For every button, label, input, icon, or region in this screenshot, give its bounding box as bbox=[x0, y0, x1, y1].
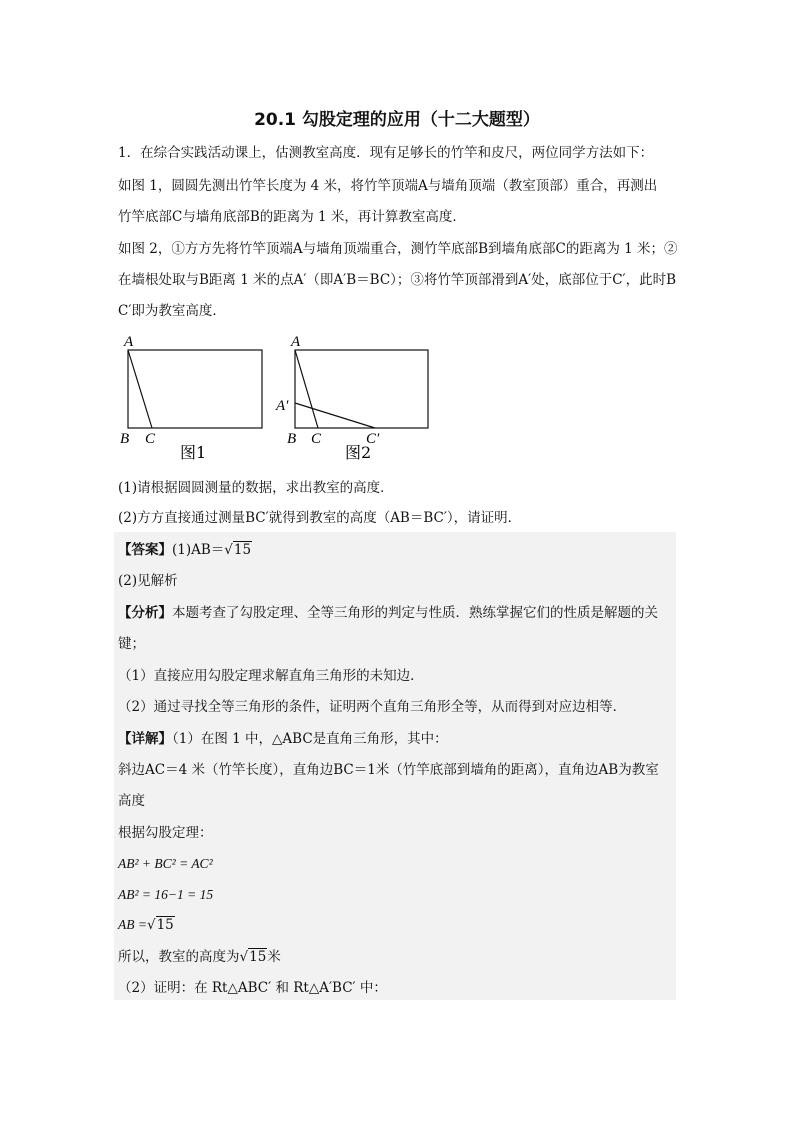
detail-line-1 bbox=[118, 729, 448, 749]
question-2: (2)方方直接通过测量BC′就得到教室的高度（AB＝BC′），请证明． bbox=[118, 510, 522, 526]
detail-5-sqrt: 15 bbox=[249, 949, 267, 965]
equation-2: AB² = 16−1 = 15 bbox=[118, 887, 214, 902]
question-1: (1)请根据圆圆测量的数据，求出教室的高度． bbox=[118, 480, 394, 496]
fig2-caption: 图2 bbox=[345, 443, 372, 462]
problem-line-5: 在墙根处取与B距离 1 米的点A′（即A′B＝BC）；③将竹竿顶部滑到A′处，底部位于C′，此时B bbox=[118, 272, 677, 288]
detail-line-3: 高度 bbox=[118, 793, 145, 809]
fig2-label-c: C bbox=[311, 431, 322, 447]
equation-3-sqrt: 15 bbox=[156, 917, 174, 933]
answer-line-1: 【答案】(1)AB＝√15 bbox=[118, 542, 252, 558]
figure-1 bbox=[120, 334, 262, 462]
analysis-point-1: （1）直接应用勾股定理求解直角三角形的未知边． bbox=[118, 668, 424, 684]
equation-1: AB² + BC² = AC² bbox=[118, 856, 213, 871]
analysis-line-2: 键； bbox=[118, 636, 145, 652]
problem-line-4: 如图 2，①方方先将竹竿顶端A与墙角顶端重合，测竹竿底部B到墙角底部C的距离为 1 米；② bbox=[118, 241, 678, 257]
detail-line-6: （2）证明：在 Rt△ABC′ 和 Rt△A′BC′ 中： bbox=[118, 980, 387, 996]
problem-line-2: 如图 1，圆圆先测出竹竿长度为 4 米，将竹竿顶端A与墙角顶端（教室顶部）重合，再测出 bbox=[118, 178, 658, 194]
analysis-tag: 【分析】 bbox=[118, 605, 172, 621]
fig1-label-c: C bbox=[145, 431, 156, 447]
analysis-line-1 bbox=[118, 603, 658, 623]
page-title: 20.1 勾股定理的应用（十二大题型） bbox=[254, 110, 540, 130]
fig2-label-a: A bbox=[291, 334, 301, 350]
detail-line-4: 根据勾股定理： bbox=[118, 825, 213, 841]
problem-line-6: C′即为教室高度． bbox=[118, 303, 226, 319]
detail-5-suffix: 米 bbox=[267, 949, 281, 965]
figure-2-pole-2 bbox=[295, 403, 375, 428]
fig1-label-a: A bbox=[124, 334, 134, 350]
fig1-caption: 图1 bbox=[180, 443, 207, 462]
figure-1-pole bbox=[128, 350, 152, 428]
equation-3-prefix: AB = bbox=[118, 917, 147, 932]
fig1-label-b: B bbox=[120, 431, 130, 447]
analysis-point-2: （2）通过寻找全等三角形的条件，证明两个直角三角形全等，从而得到对应边相等． bbox=[118, 699, 627, 715]
detail-tag: 【详解】 bbox=[118, 731, 172, 747]
answer-line-2: (2)见解析 bbox=[118, 573, 178, 589]
figure-2 bbox=[275, 334, 428, 462]
detail-5-prefix: 所以，教室的高度为 bbox=[118, 949, 240, 965]
detail-line-2: 斜边AC＝4 米（竹竿长度），直角边BC＝1米（竹竿底部到墙角的距离），直角边AB为教室 bbox=[118, 762, 659, 778]
analysis-text-1: 本题考查了勾股定理、全等三角形的判定与性质．熟练掌握它们的性质是解题的关 bbox=[172, 605, 658, 621]
fig2-label-c-prime: C′ bbox=[366, 431, 380, 447]
answer-tag: 【答案】 bbox=[118, 542, 172, 558]
detail-text-1: （1）在图 1 中，△ABC是直角三角形，其中： bbox=[172, 731, 448, 747]
fig2-label-a-prime: A′ bbox=[276, 398, 289, 414]
problem-line-1: 1．在综合实践活动课上，估测教室高度．现有足够长的竹竿和皮尺，两位同学方法如下： bbox=[118, 145, 654, 161]
figure-2-pole-1 bbox=[295, 350, 318, 428]
answer-1-sqrt: 15 bbox=[233, 542, 252, 558]
detail-line-5: 所以，教室的高度为√15米 bbox=[118, 949, 281, 965]
answer-1-prefix: (1)AB＝ bbox=[172, 542, 225, 558]
problem-line-3: 竹竿底部C与墙角底部B的距离为 1 米，再计算教室高度． bbox=[118, 209, 466, 225]
fig2-label-b: B bbox=[287, 431, 297, 447]
equation-3: AB =√15 bbox=[118, 917, 174, 933]
